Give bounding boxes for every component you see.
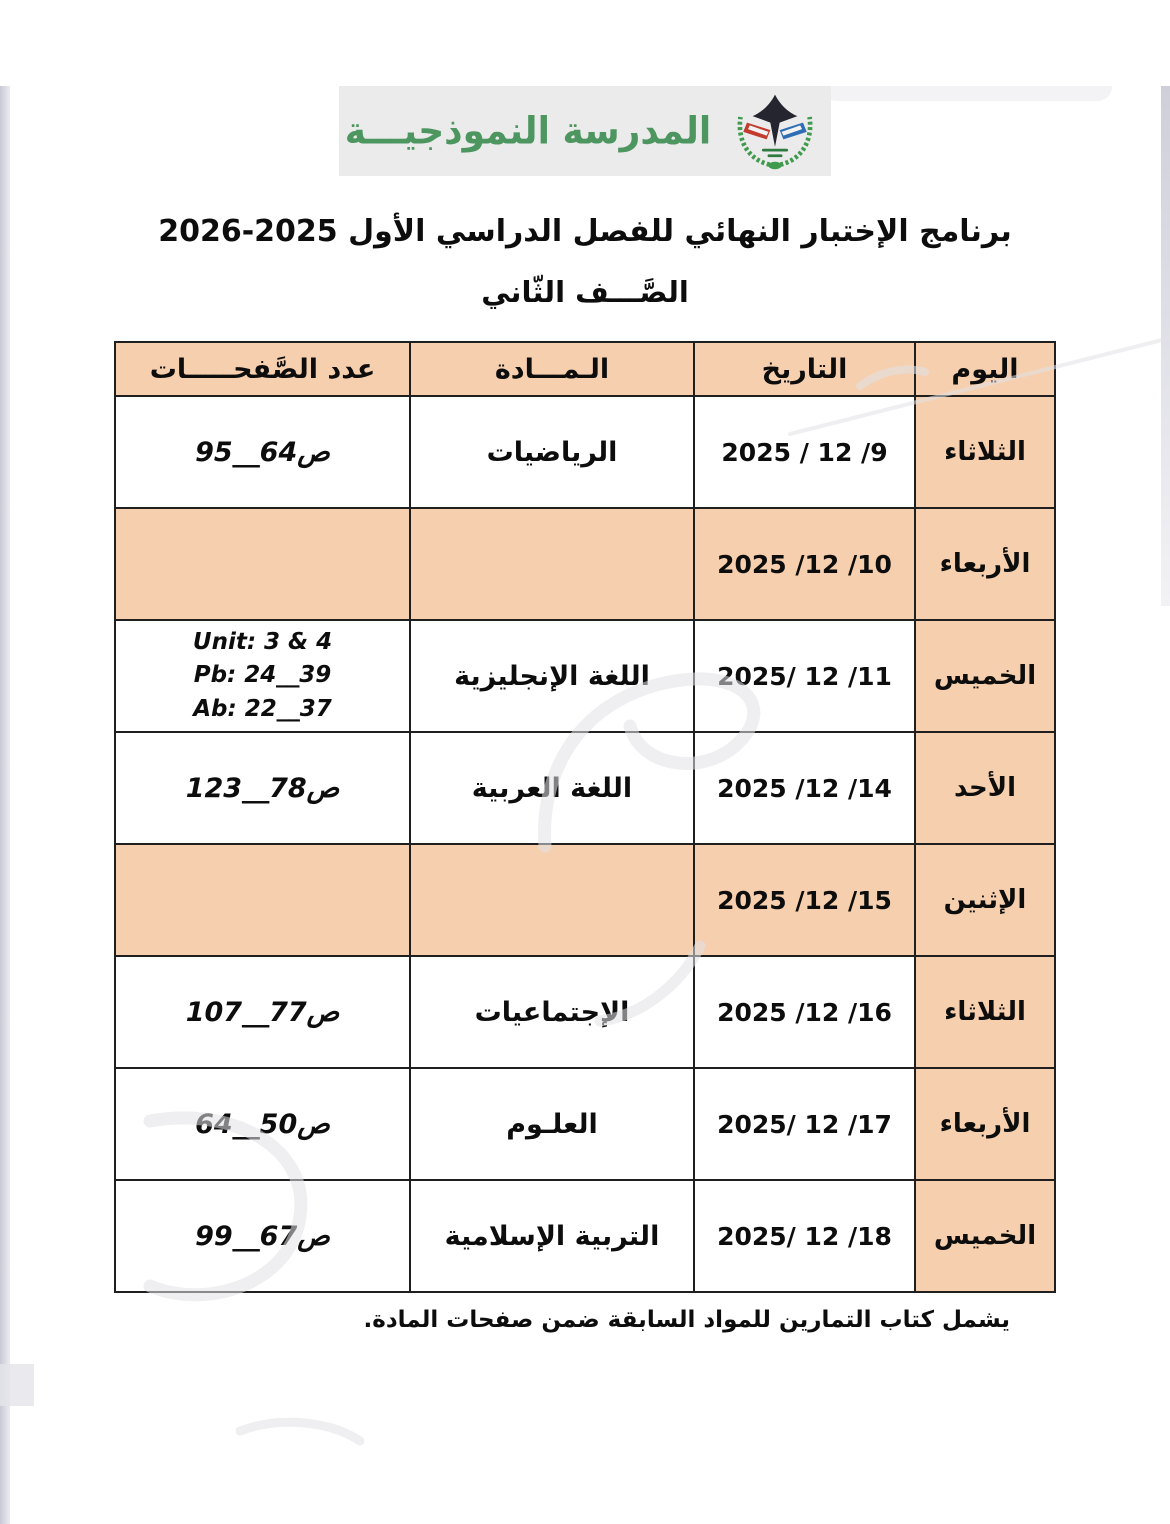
- day-cell: الثلاثاء: [915, 956, 1055, 1068]
- school-emblem-icon: [725, 89, 825, 173]
- day-cell: الخميس: [915, 1180, 1055, 1292]
- table-row: [115, 844, 1055, 956]
- table-row: [115, 1068, 1055, 1180]
- date-cell: 11/ 12 /2025: [694, 620, 915, 732]
- table-row: [115, 956, 1055, 1068]
- pages-cell: ص77__107: [115, 956, 410, 1068]
- subject-cell: [410, 844, 694, 956]
- date-cell: 16/ 12/ 2025: [694, 956, 915, 1068]
- photo-edge-bottom-left: [0, 1364, 34, 1406]
- date-cell: 9/ 12 / 2025: [694, 396, 915, 508]
- school-logo-strip: [339, 86, 831, 176]
- footnote-wrap: [115, 1307, 1055, 1333]
- table-row: [115, 620, 1055, 732]
- pages-cell: ص78__123: [115, 732, 410, 844]
- subject-cell: التربية الإسلامية: [410, 1180, 694, 1292]
- subject-cell: اللغة الإنجليزية: [410, 620, 694, 732]
- table-row: [115, 508, 1055, 620]
- table-row: [115, 732, 1055, 844]
- date-cell: 15/ 12/ 2025: [694, 844, 915, 956]
- pages-line: Pb: 24__39: [193, 662, 332, 689]
- subject-cell: [410, 508, 694, 620]
- exam-schedule-table: [114, 341, 1056, 1293]
- day-cell: الخميس: [915, 620, 1055, 732]
- pages-cell: [115, 844, 410, 956]
- grade-subtitle: الصَّـــف الثّاني: [481, 275, 689, 309]
- day-cell: الإثنين: [915, 844, 1055, 956]
- pages-cell: [115, 620, 410, 732]
- date-cell: 14/ 12/ 2025: [694, 732, 915, 844]
- subject-cell: اللغة العربية: [410, 732, 694, 844]
- header-day: اليوم: [915, 342, 1055, 396]
- pages-cell: ص64__95: [115, 396, 410, 508]
- header-pages: عدد الصَّفحـــــات: [115, 342, 410, 396]
- header-date: التاريخ: [694, 342, 915, 396]
- day-cell: الأحد: [915, 732, 1055, 844]
- pages-cell: ص50__64: [115, 1068, 410, 1180]
- pages-line: Unit: 3 & 4: [192, 628, 333, 655]
- table-row: [115, 396, 1055, 508]
- date-cell: 17/ 12 /2025: [694, 1068, 915, 1180]
- subject-cell: العلـوم: [410, 1068, 694, 1180]
- pages-cell: [115, 508, 410, 620]
- day-cell: الثلاثاء: [915, 396, 1055, 508]
- document-page: [0, 86, 1170, 1524]
- document-title: برنامج الإختبار النهائي للفصل الدراسي الأول 2025-2026: [158, 214, 1012, 249]
- day-cell: الأربعاء: [915, 508, 1055, 620]
- school-name: المدرسة النموذجيـــة: [344, 109, 712, 153]
- date-cell: 18/ 12 /2025: [694, 1180, 915, 1292]
- day-cell: الأربعاء: [915, 1068, 1055, 1180]
- pages-cell: ص67__99: [115, 1180, 410, 1292]
- header-row: [115, 342, 1055, 396]
- table-row: [115, 1180, 1055, 1292]
- pages-line: Ab: 22__37: [193, 695, 332, 722]
- subject-cell: الإجتماعيات: [410, 956, 694, 1068]
- header-subject: الـمـــادة: [410, 342, 694, 396]
- subject-cell: الرياضيات: [410, 396, 694, 508]
- footnote-text: يشمل كتاب التمارين للمواد السابقة ضمن صفحات المادة.: [363, 1307, 1010, 1333]
- date-cell: 10/ 12/ 2025: [694, 508, 915, 620]
